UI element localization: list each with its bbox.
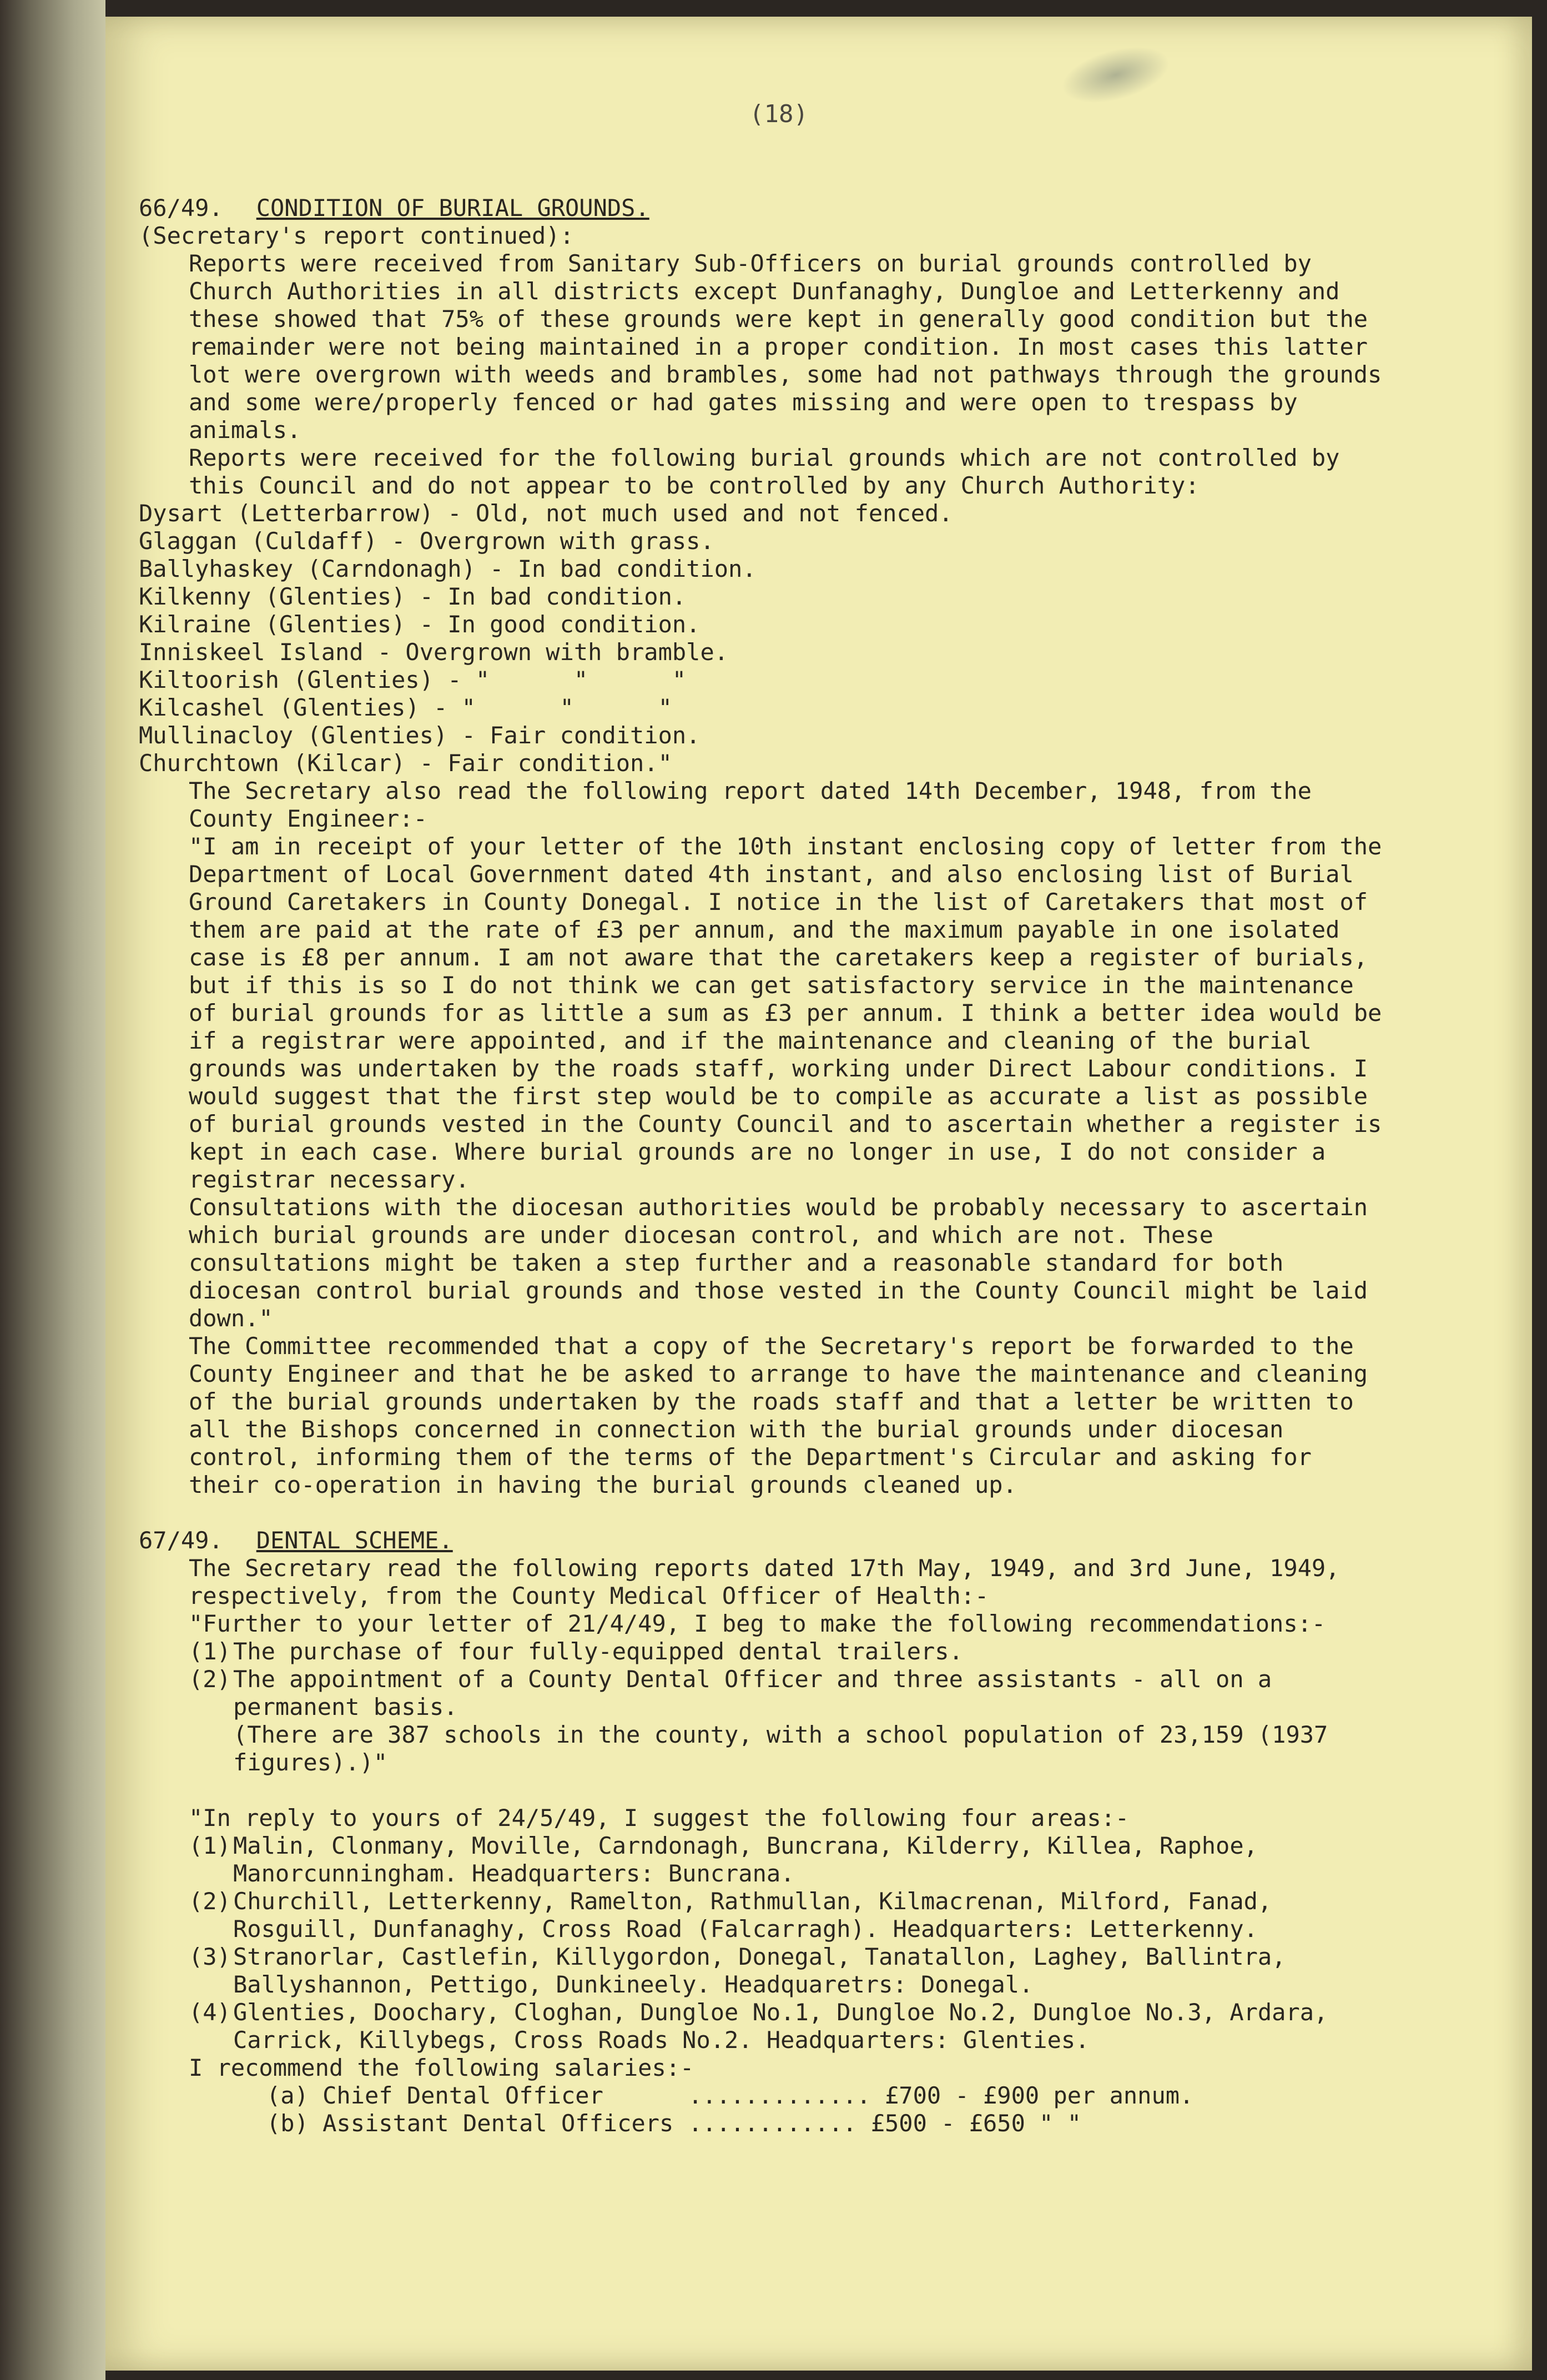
salary-label: (b) Assistant Dental Officers bbox=[266, 2110, 674, 2137]
recommendation-item bbox=[139, 1638, 1393, 1666]
item-text: The purchase of four fully-equipped dental trailers. bbox=[233, 1638, 963, 1665]
burial-grounds-list bbox=[139, 500, 1393, 777]
item-text: Malin, Clonmany, Moville, Carndonagh, Buncrana, Kilderry, Killea, Raphoe, Manorcunningham. Headquarters: Buncrana. bbox=[233, 1832, 1258, 1887]
item-text: Churchill, Letterkenny, Ramelton, Rathmullan, Kilmacrenan, Milford, Fanad, Rosguill, Dunfanaghy, Cross Road (Falcarragh). Headquarters: Letterkenny. bbox=[233, 1888, 1272, 1943]
area-item bbox=[139, 1999, 1393, 2054]
list-item: Dysart (Letterbarrow) - Old, not much used and not fenced. bbox=[139, 500, 953, 527]
minute-67-number: 67/49. bbox=[139, 1527, 223, 1554]
item-number: (4) bbox=[189, 1999, 231, 2026]
minute-66-subtitle: (Secretary's report continued): bbox=[139, 222, 574, 249]
minute-66-number: 66/49. bbox=[139, 194, 223, 222]
salary-value: ............. £700 - £900 per annum. bbox=[688, 2082, 1194, 2109]
minute-66-para2: Reports were received for the following burial grounds which are not controlled by this Council and do not appear to be controlled by any Church Authority: bbox=[189, 444, 1354, 499]
item-number: (1) bbox=[189, 1832, 231, 1859]
document-body bbox=[139, 194, 1396, 2137]
item-text: Glenties, Doochary, Cloghan, Dungloe No.1, Dungloe No.2, Dungloe No.3, Ardara, Carrick, Killybegs, Cross Roads No.2. Headquarters: Glenties. bbox=[233, 1999, 1328, 2054]
minute-66-para4: "I am in receipt of your letter of the 10th instant enclosing copy of letter from the Department of Local Government dated 4th instant, and also enclosing list of Burial Ground Caretakers in County Donegal. I notice in the list of Caretakers that most of them are paid at the rate of £3 per annum, and the maximum payable in one isolated case is £8 per annum. I am not aware that the caretakers keep a register of burials, but if this is so I do not think we can get satisfactory service in the maintenance of burial grounds for as little a sum as £3 per annum. I think a better idea would be if a registrar were appointed, and if the maintenance and cleaning of the burial grounds was undertaken by the roads staff, working under Direct Labour conditions. I would suggest that the first step would be to compile as accurate a list as possible of burial grounds vested in the County Council and to ascertain whether a register is kept in each case. Where burial grounds are no longer in use, I do not consider a registrar necessary. bbox=[189, 833, 1396, 1193]
minute-67-title: DENTAL SCHEME. bbox=[256, 1527, 453, 1554]
minute-67-header bbox=[139, 1527, 1393, 1554]
list-item: Kiltoorish (Glenties) - " " " bbox=[139, 666, 687, 693]
list-item: Churchtown (Kilcar) - Fair condition." bbox=[139, 749, 672, 777]
list-item: Kilraine (Glenties) - In good condition. bbox=[139, 611, 701, 638]
minute-66-header bbox=[139, 194, 1393, 222]
item-number: (2) bbox=[189, 1666, 231, 1693]
list-item: Ballyhaskey (Carndonagh) - In bad condition. bbox=[139, 555, 757, 582]
item-number: (3) bbox=[189, 1943, 231, 1970]
list-item: Kilcashel (Glenties) - " " " bbox=[139, 694, 672, 721]
minute-66-para5: Consultations with the diocesan authorities would be probably necessary to ascertain which burial grounds are under diocesan control, and which are not. These consultations might be taken a step further and a reasonable standard for both diocesan control burial grounds and those vested in the County Council might be laid down." bbox=[189, 1194, 1382, 1332]
list-item: Kilkenny (Glenties) - In bad condition. bbox=[139, 583, 687, 610]
item-text: Stranorlar, Castlefin, Killygordon, Donegal, Tanatallon, Laghey, Ballintra, Ballyshannon, Pettigo, Dunkineely. Headquaretrs: Donegal. bbox=[233, 1943, 1286, 1998]
salary-label: (a) Chief Dental Officer bbox=[266, 2082, 603, 2109]
item-number: (1) bbox=[189, 1638, 231, 1665]
salary-row bbox=[139, 2082, 1393, 2110]
stain-mark bbox=[1056, 37, 1176, 114]
item-text: The appointment of a County Dental Officer and three assistants - all on a permanent basis. bbox=[233, 1666, 1272, 1720]
recommendation-item bbox=[139, 1666, 1393, 1721]
salaries-intro: I recommend the following salaries:- bbox=[189, 2054, 694, 2081]
list-item: Glaggan (Culdaff) - Overgrown with grass. bbox=[139, 527, 714, 555]
areas-intro: "In reply to yours of 24/5/49, I suggest the following four areas:- bbox=[189, 1804, 1130, 1831]
area-item bbox=[139, 1943, 1393, 1999]
salary-value: ............ £500 - £650 " " bbox=[688, 2110, 1082, 2137]
area-item bbox=[139, 1888, 1393, 1943]
minute-66-title: CONDITION OF BURIAL GROUNDS. bbox=[256, 194, 649, 222]
book-spine bbox=[0, 0, 105, 2380]
section-gap bbox=[139, 1777, 1393, 1804]
minute-66-para3: The Secretary also read the following report dated 14th December, 1948, from the County Engineer:- bbox=[189, 777, 1326, 832]
list-item: Inniskeel Island - Overgrown with bramble. bbox=[139, 638, 729, 666]
minute-67-intro: The Secretary read the following reports dated 17th May, 1949, and 3rd June, 1949, respectively, from the County Medical Officer of Health:- bbox=[189, 1554, 1354, 1609]
minute-67-quote-intro: "Further to your letter of 21/4/49, I beg to make the following recommendations:- bbox=[189, 1610, 1326, 1637]
salary-row bbox=[139, 2110, 1393, 2137]
page-number: (18) bbox=[749, 100, 808, 128]
area-item bbox=[139, 1832, 1393, 1888]
item-number: (2) bbox=[189, 1888, 231, 1915]
minute-66-para1: Reports were received from Sanitary Sub-Officers on burial grounds controlled by Church Authorities in all districts except Dunfanaghy, Dungloe and Letterkenny and these showed that 75% of these grounds were kept in generally good condition but the remainder were not being maintained in a proper condition. In most cases this latter lot were overgrown with weeds and brambles, some had not pathways through the grounds and some were/properly fenced or had gates missing and were open to trespass by animals. bbox=[189, 250, 1396, 444]
schools-note: (There are 387 schools in the county, with a school population of 23,159 (1937 figures).)" bbox=[233, 1721, 1342, 1776]
document-page bbox=[105, 17, 1532, 2371]
list-item: Mullinacloy (Glenties) - Fair condition. bbox=[139, 722, 701, 749]
section-gap bbox=[139, 1499, 1393, 1527]
minute-66-para6: The Committee recommended that a copy of the Secretary's report be forwarded to the County Engineer and that he be asked to arrange to have the maintenance and cleaning of the burial grounds undertaken by the roads staff and that a letter be written to all the Bishops concerned in connection with the burial grounds under diocesan control, informing them of the terms of the Department's Circular and asking for their co-operation in having the burial grounds cleaned up. bbox=[189, 1332, 1382, 1498]
